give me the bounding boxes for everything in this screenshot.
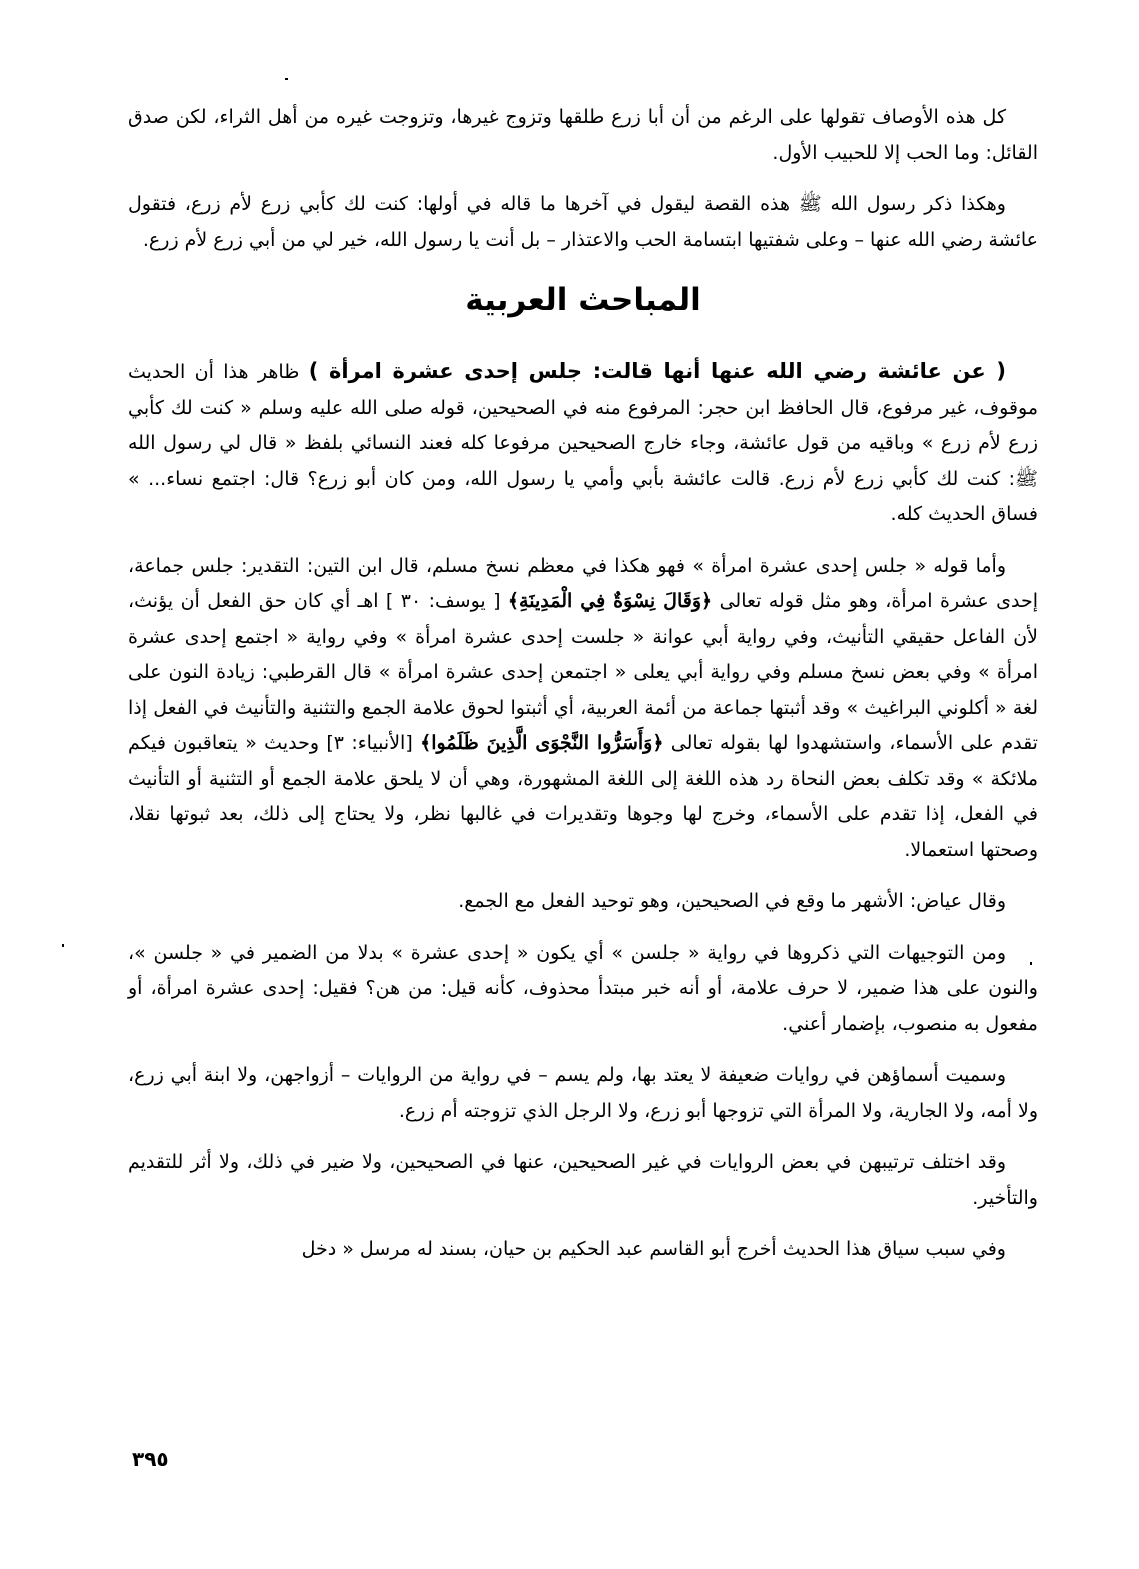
page-number: ٣٩٥ [132, 1447, 169, 1471]
paragraph-text: ظاهر هذا أن الحديث موقوف، غير مرفوع، قال الحافظ ابن حجر: المرفوع منه في الصحيحين، قوله صلى الله عليه وسلم « كنت لك كأبي زرع لأم زرع » وباقيه من قول عائشة، وجاء خارج الصحيحين مرفوعا كله فعند النسائي بلفظ « قال لي رسول الله ﷺ: كنت لك كأبي زرع لأم زرع. قالت عائشة بأبي وأمي يا رسول الله، ومن كان أبو زرع؟ قال: اجتمع نساء... » فساق الحديث كله. [128, 361, 1038, 525]
paragraph-text: [ يوسف: ٣٠ ] اهـ أي كان حق الفعل أن يؤنث، لأن الفاعل حقيقي التأنيث، وفي رواية أبي عوانة « جلست إحدى عشرة امرأة » وفي رواية « اجتمع إحدى عشرة امرأة » وفي بعض نسخ مسلم وفي رواية أبي يعلى « اجتمعن إحدى عشرة امرأة » قال القرطبي: زيادة النون على لغة « أكلوني البراغيث » وقد أثبتها جماعة من أئمة العربية، أي أثبتوا لحوق علامة الجمع والتثنية والتأنيث في الفعل إذا تقدم على الأسماء، واستشهدوا لها بقوله تعالى [128, 590, 1038, 754]
paragraph-text: وأما قوله « جلس إحدى عشرة امرأة » فهو هكذا في معظم نسخ مسلم، قال ابن التين: التقدير: جلس جماعة، إحدى عشرة امرأة، وهو مثل قوله تعالى [128, 554, 1039, 612]
quran-verse: ﴿وَأَسَرُّوا النَّجْوَى الَّذِينَ ظَلَمُوا﴾ [420, 732, 664, 754]
paragraph: وهكذا ذكر رسول الله ﷺ هذه القصة ليقول في آخرها ما قاله في أولها: كنت لك كأبي زرع لأم زرع، فتقول عائشة رضي الله عنها – وعلى شفتيها ابتسامة الحب والاعتذار – بل أنت يا رسول الله، خير لي من أبي زرع لأم زرع. [128, 193, 1038, 251]
paragraph [128, 549, 1038, 869]
hadith-quote: ( عن عائشة رضي الله عنها أنها قالت: جلس إحدى عشرة امرأة ) [308, 359, 1006, 383]
document-page [128, 100, 1038, 1284]
paragraph: وقال عياض: الأشهر ما وقع في الصحيحين، وهو توحيد الفعل مع الجمع. [458, 890, 1006, 912]
paragraph: وسميت أسماؤهن في روايات ضعيفة لا يعتد بها، ولم يسم – في رواية من الروايات – أزواجهن، ولا ابنة أبي زرع، ولا أمه، ولا الجارية، ولا المرأة التي تزوجها أبو زرع، ولا الرجل الذي تزوجته أم زرع. [128, 1064, 1038, 1122]
scan-speck [62, 944, 64, 947]
scan-speck [285, 78, 288, 80]
paragraph: كل هذه الأوصاف تقولها على الرغم من أن أبا زرع طلقها وتزوج غيرها، وتزوجت غيره من أهل الثراء، لكن صدق القائل: وما الحب إلا للحبيب الأول. [128, 106, 1038, 164]
paragraph: وقد اختلف ترتيبهن في بعض الروايات في غير الصحيحين، عنها في الصحيحين، ولا ضير في ذلك، ولا أثر للتقديم والتأخير. [128, 1151, 1038, 1209]
section-heading: المباحث العربية [465, 282, 701, 318]
paragraph: ومن التوجيهات التي ذكروها في رواية « جلسن » أي يكون « إحدى عشرة » بدلا من الضمير في « جلسن »، والنون على هذا ضمير، لا حرف علامة، أو أنه خبر مبتدأ محذوف، كأنه قيل: من هن؟ فقيل: إحدى عشرة امرأة، أو مفعول به منصوب، بإضمار أعني. [128, 941, 1038, 1035]
paragraph-text: [الأنبياء: ٣] وحديث « يتعاقبون فيكم ملائكة » وقد تكلف بعض النحاة رد هذه اللغة إلى اللغة المشهورة، وهي أن لا يلحق علامة الجمع أو التثنية أو التأنيث في الفعل، إذا تقدم على الأسماء، وخرج لها وجوها وتقديرات في غالبها نظر، ولا يحتاج إلى ذلك، بعد ثبوتها نقلا، وصحتها استعمالا. [128, 732, 1038, 861]
paragraph: وفي سبب سياق هذا الحديث أخرج أبو القاسم عبد الحكيم بن حيان، بسند له مرسل « دخل [301, 1238, 1006, 1260]
quran-verse: ﴿وَقَالَ نِسْوَةٌ فِي الْمَدِينَةِ﴾ [507, 590, 713, 612]
paragraph [128, 354, 1038, 533]
